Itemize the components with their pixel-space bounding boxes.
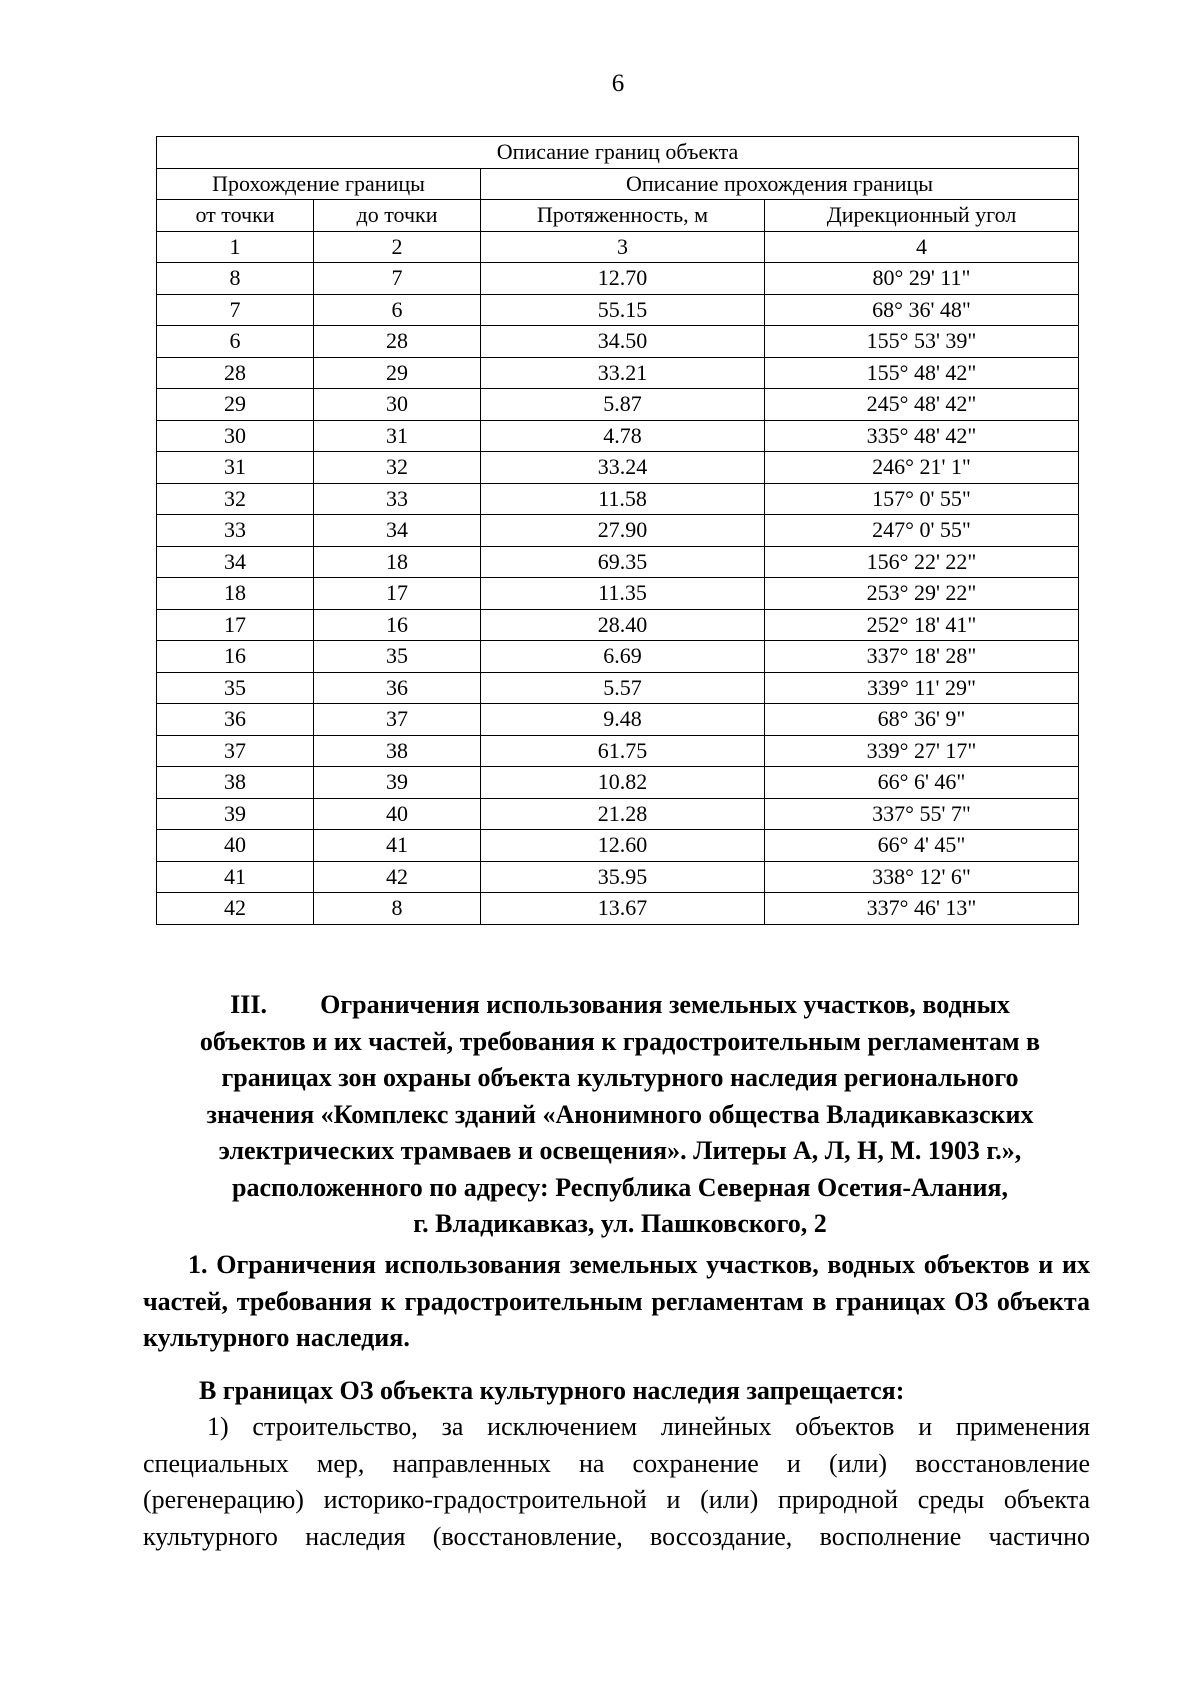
from-point-cell: 29 bbox=[157, 389, 314, 421]
section-heading bbox=[150, 987, 1090, 1243]
length-cell: 6.69 bbox=[481, 641, 765, 673]
column-number: 2 bbox=[314, 231, 481, 263]
from-point-cell: 37 bbox=[157, 735, 314, 767]
column-number: 1 bbox=[157, 231, 314, 263]
table-row bbox=[157, 515, 1079, 547]
table-column-number-row bbox=[157, 231, 1079, 263]
to-point-cell: 6 bbox=[314, 294, 481, 326]
angle-cell: 246° 21' 1" bbox=[765, 452, 1079, 484]
angle-cell: 156° 22' 22" bbox=[765, 546, 1079, 578]
boundary-table bbox=[156, 136, 1079, 925]
table-row bbox=[157, 294, 1079, 326]
from-point-cell: 31 bbox=[157, 452, 314, 484]
length-cell: 33.24 bbox=[481, 452, 765, 484]
length-cell: 4.78 bbox=[481, 420, 765, 452]
length-cell: 11.35 bbox=[481, 578, 765, 610]
length-cell: 33.21 bbox=[481, 357, 765, 389]
table-row bbox=[157, 546, 1079, 578]
angle-cell: 155° 53' 39" bbox=[765, 326, 1079, 358]
column-number: 3 bbox=[481, 231, 765, 263]
table-row bbox=[157, 830, 1079, 862]
angle-cell: 66° 6' 46" bbox=[765, 767, 1079, 799]
length-cell: 34.50 bbox=[481, 326, 765, 358]
table-row bbox=[157, 609, 1079, 641]
column-number: 4 bbox=[765, 231, 1079, 263]
table-row bbox=[157, 893, 1079, 925]
to-point-cell: 17 bbox=[314, 578, 481, 610]
to-point-cell: 29 bbox=[314, 357, 481, 389]
column-header-from: от точки bbox=[157, 200, 314, 232]
section-heading-line bbox=[150, 987, 1090, 1024]
angle-cell: 157° 0' 55" bbox=[765, 483, 1079, 515]
table-row bbox=[157, 798, 1079, 830]
angle-cell: 253° 29' 22" bbox=[765, 578, 1079, 610]
angle-cell: 68° 36' 48" bbox=[765, 294, 1079, 326]
table-row bbox=[157, 641, 1079, 673]
column-header-to: до точки bbox=[314, 200, 481, 232]
to-point-cell: 37 bbox=[314, 704, 481, 736]
angle-cell: 335° 48' 42" bbox=[765, 420, 1079, 452]
to-point-cell: 7 bbox=[314, 263, 481, 295]
angle-cell: 245° 48' 42" bbox=[765, 389, 1079, 421]
section-heading-line: значения «Комплекс зданий «Анонимного общества Владикавказских bbox=[206, 1099, 1034, 1129]
table-row bbox=[157, 452, 1079, 484]
table-row bbox=[157, 704, 1079, 736]
paragraph: 1) строительство, за исключением линейных объектов и применения специальных мер, направленных на сохранение и (или) восстановление (регенерацию) историко-градостроительной и (или) природной среды объекта культурного наследия (восстановление, воссоздание, восполнение частично bbox=[143, 1412, 1090, 1551]
length-cell: 55.15 bbox=[481, 294, 765, 326]
length-cell: 12.70 bbox=[481, 263, 765, 295]
from-point-cell: 7 bbox=[157, 294, 314, 326]
to-point-cell: 38 bbox=[314, 735, 481, 767]
to-point-cell: 31 bbox=[314, 420, 481, 452]
section-title-part: Ограничения использования земельных участков, водных bbox=[320, 990, 1010, 1019]
length-cell: 12.60 bbox=[481, 830, 765, 862]
table-row bbox=[157, 263, 1079, 295]
table-row bbox=[157, 735, 1079, 767]
column-header-angle: Дирекционный угол bbox=[765, 200, 1079, 232]
to-point-cell: 30 bbox=[314, 389, 481, 421]
subsection-heading: 1. Ограничения использования земельных участков, водных объектов и их частей, требования к градостроительным регламентам в границах ОЗ объекта культурного наследия. bbox=[143, 1250, 1090, 1352]
angle-cell: 68° 36' 9" bbox=[765, 704, 1079, 736]
to-point-cell: 40 bbox=[314, 798, 481, 830]
section-heading-line: границах зон охраны объекта культурного наследия регионального bbox=[221, 1063, 1019, 1092]
to-point-cell: 33 bbox=[314, 483, 481, 515]
to-point-cell: 18 bbox=[314, 546, 481, 578]
from-point-cell: 34 bbox=[157, 546, 314, 578]
column-header-length: Протяженность, м bbox=[481, 200, 765, 232]
from-point-cell: 32 bbox=[157, 483, 314, 515]
length-cell: 69.35 bbox=[481, 546, 765, 578]
table-column-header-row bbox=[157, 200, 1079, 232]
length-cell: 5.87 bbox=[481, 389, 765, 421]
to-point-cell: 28 bbox=[314, 326, 481, 358]
from-point-cell: 36 bbox=[157, 704, 314, 736]
from-point-cell: 18 bbox=[157, 578, 314, 610]
angle-cell: 247° 0' 55" bbox=[765, 515, 1079, 547]
length-cell: 28.40 bbox=[481, 609, 765, 641]
length-cell: 35.95 bbox=[481, 861, 765, 893]
from-point-cell: 6 bbox=[157, 326, 314, 358]
table-group-header-row bbox=[157, 168, 1079, 200]
from-point-cell: 17 bbox=[157, 609, 314, 641]
section-heading-line: г. Владикавказ, ул. Пашковского, 2 bbox=[413, 1209, 827, 1238]
table-row bbox=[157, 483, 1079, 515]
from-point-cell: 40 bbox=[157, 830, 314, 862]
angle-cell: 339° 11' 29" bbox=[765, 672, 1079, 704]
length-cell: 21.28 bbox=[481, 798, 765, 830]
table-title-row bbox=[157, 137, 1079, 169]
page-number: 6 bbox=[611, 70, 625, 97]
section-heading-line: объектов и их частей, требования к градостроительным регламентам в bbox=[199, 1026, 1041, 1056]
length-cell: 13.67 bbox=[481, 893, 765, 925]
from-point-cell: 30 bbox=[157, 420, 314, 452]
length-cell: 5.57 bbox=[481, 672, 765, 704]
from-point-cell: 16 bbox=[157, 641, 314, 673]
description-header: Описание прохождения границы bbox=[481, 168, 1079, 200]
to-point-cell: 36 bbox=[314, 672, 481, 704]
from-point-cell: 8 bbox=[157, 263, 314, 295]
prohibition-title: В границах ОЗ объекта культурного наследия запрещается: bbox=[199, 1376, 905, 1405]
to-point-cell: 8 bbox=[314, 893, 481, 925]
table-row bbox=[157, 389, 1079, 421]
angle-cell: 252° 18' 41" bbox=[765, 609, 1079, 641]
section-number: III. bbox=[230, 990, 267, 1019]
passage-header: Прохождение границы bbox=[157, 168, 481, 200]
length-cell: 10.82 bbox=[481, 767, 765, 799]
angle-cell: 337° 55' 7" bbox=[765, 798, 1079, 830]
from-point-cell: 35 bbox=[157, 672, 314, 704]
angle-cell: 339° 27' 17" bbox=[765, 735, 1079, 767]
table-row bbox=[157, 861, 1079, 893]
table-row bbox=[157, 578, 1079, 610]
section-heading-line: электрических трамваев и освещения». Литеры А, Л, Н, М. 1903 г.», bbox=[218, 1136, 1022, 1165]
angle-cell: 66° 4' 45" bbox=[765, 830, 1079, 862]
angle-cell: 80° 29' 11" bbox=[765, 263, 1079, 295]
length-cell: 9.48 bbox=[481, 704, 765, 736]
length-cell: 27.90 bbox=[481, 515, 765, 547]
table-row bbox=[157, 326, 1079, 358]
angle-cell: 338° 12' 6" bbox=[765, 861, 1079, 893]
to-point-cell: 39 bbox=[314, 767, 481, 799]
angle-cell: 155° 48' 42" bbox=[765, 357, 1079, 389]
from-point-cell: 41 bbox=[157, 861, 314, 893]
table-row bbox=[157, 357, 1079, 389]
table-title: Описание границ объекта bbox=[157, 137, 1079, 169]
from-point-cell: 33 bbox=[157, 515, 314, 547]
table-row bbox=[157, 672, 1079, 704]
from-point-cell: 28 bbox=[157, 357, 314, 389]
from-point-cell: 38 bbox=[157, 767, 314, 799]
to-point-cell: 35 bbox=[314, 641, 481, 673]
from-point-cell: 42 bbox=[157, 893, 314, 925]
from-point-cell: 39 bbox=[157, 798, 314, 830]
table-row bbox=[157, 420, 1079, 452]
length-cell: 11.58 bbox=[481, 483, 765, 515]
section-heading-line: расположенного по адресу: Республика Северная Осетия-Алания, bbox=[231, 1172, 1008, 1202]
angle-cell: 337° 46' 13" bbox=[765, 893, 1079, 925]
to-point-cell: 34 bbox=[314, 515, 481, 547]
to-point-cell: 42 bbox=[314, 861, 481, 893]
angle-cell: 337° 18' 28" bbox=[765, 641, 1079, 673]
to-point-cell: 16 bbox=[314, 609, 481, 641]
to-point-cell: 32 bbox=[314, 452, 481, 484]
to-point-cell: 41 bbox=[314, 830, 481, 862]
length-cell: 61.75 bbox=[481, 735, 765, 767]
table-row bbox=[157, 767, 1079, 799]
